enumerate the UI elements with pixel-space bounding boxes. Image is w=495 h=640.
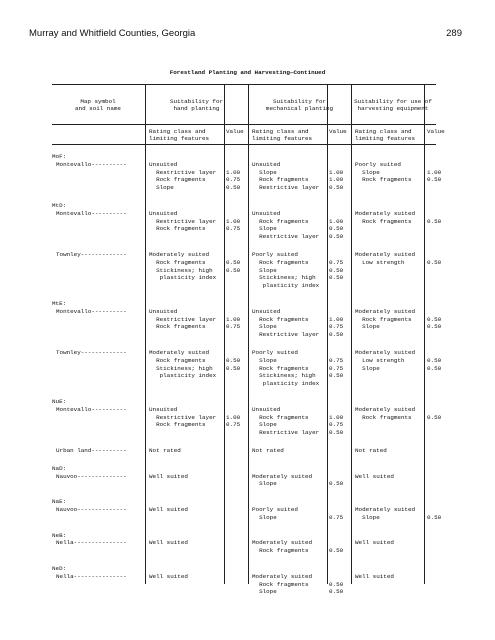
mech-rating: Restrictive layer (252, 233, 320, 241)
hand-value: 0.75 (226, 176, 241, 184)
header-hand-2: hand planting (173, 105, 220, 112)
harv-rating: Slope (355, 168, 380, 176)
hand-rating-header-2: limiting features (149, 135, 210, 142)
hand-value: 0.50 (226, 258, 241, 266)
harv-value: 0.50 (427, 217, 442, 225)
mech-rating: Slope (252, 513, 277, 521)
map-symbol: MoF: (52, 153, 67, 160)
mech-rating: Poorly suited (252, 349, 298, 356)
mech-rating: Slope (252, 356, 277, 364)
harv-rating: Slope (355, 323, 380, 331)
harv-value: 0.50 (427, 413, 442, 421)
mech-rating: Rock fragments (252, 413, 309, 421)
mech-rating: Unsuited (252, 307, 281, 315)
hand-rating-header-1: Rating class and (149, 128, 206, 135)
mech-value: 1.00 (329, 315, 344, 323)
soil-name: Nella--------------- (56, 539, 127, 547)
mech-rating: Rock fragments (252, 217, 309, 225)
page-header (29, 28, 462, 42)
forestland-table (52, 84, 445, 596)
soil-name: Urban land---------- (56, 447, 127, 454)
map-symbol: NeD: (52, 565, 67, 572)
soil-name: Nauvoo-------------- (56, 472, 127, 480)
header-mech-2: mechanical planting (265, 105, 334, 112)
soil-name: Nella--------------- (56, 572, 127, 580)
mech-value: 0.50 (329, 429, 344, 437)
harv-value: 0.50 (427, 176, 442, 184)
hand-rating: Rock fragments (149, 356, 206, 364)
mech-value: 0.50 (329, 372, 344, 380)
column-divider (327, 84, 328, 584)
mech-value: 1.00 (329, 217, 344, 225)
hand-rating: Rock fragments (149, 258, 206, 266)
mech-value: 0.75 (329, 323, 344, 331)
hand-rating: Well suited (149, 506, 188, 513)
mech-rating: plasticity index (252, 380, 320, 388)
hand-rating: Stickiness; high (149, 364, 213, 372)
harv-rating: Slope (355, 513, 380, 521)
soil-name: Nauvoo-------------- (56, 506, 127, 513)
header-harv-2: harvesting equipment (357, 105, 429, 112)
mech-value: 0.50 (329, 588, 344, 596)
column-divider (424, 84, 425, 584)
mech-value: 0.50 (329, 547, 344, 555)
mech-rating: Slope (252, 480, 277, 488)
hand-rating: Unsuited (149, 405, 178, 413)
mech-value: 0.75 (329, 421, 344, 429)
mech-rating: Poorly suited (252, 506, 298, 513)
mech-value: 1.00 (329, 413, 344, 421)
soil-name: Montevallo---------- (56, 209, 127, 217)
harv-rating: Moderately suited (355, 209, 416, 217)
map-symbol: NaD: (52, 464, 67, 472)
mech-rating: Moderately suited (252, 472, 313, 480)
harv-rating-header-1: Rating class and (355, 128, 412, 135)
map-symbol: NaE: (52, 498, 67, 506)
running-title: Murray and Whitfield Counties, Georgia (29, 28, 196, 39)
harv-rating: Moderately suited (355, 506, 416, 513)
hand-rating: Restrictive layer (149, 168, 217, 176)
harv-rating: Moderately suited (355, 349, 416, 356)
mech-rating: Slope (252, 588, 277, 596)
hand-value: 0.75 (226, 225, 241, 233)
mech-rating: Rock fragments (252, 580, 309, 588)
map-symbol: NuE: (52, 398, 67, 405)
harv-rating: Slope (355, 364, 380, 372)
hand-value: 0.75 (226, 421, 241, 429)
header-harv-1: Suitability for use of (354, 98, 432, 105)
harv-rating: Rock fragments (355, 217, 412, 225)
hand-value: 0.50 (226, 266, 241, 274)
mech-value: 0.50 (329, 266, 344, 274)
hand-rating: Moderately suited (149, 251, 210, 258)
mech-value: 0.50 (329, 225, 344, 233)
harv-rating: Rock fragments (355, 176, 412, 184)
hand-value: 1.00 (226, 315, 241, 323)
harv-rating: Moderately suited (355, 251, 416, 258)
mech-value: 0.75 (329, 513, 344, 521)
header-map-symbol: Map symbol (80, 98, 116, 105)
mech-rating: Slope (252, 168, 277, 176)
column-divider (224, 84, 225, 584)
mech-rating: Stickiness; high (252, 372, 316, 380)
harv-rating: Rock fragments (355, 413, 412, 421)
mech-value: 0.50 (329, 233, 344, 241)
harv-rating: Low strength (355, 258, 405, 266)
harv-rating: Well suited (355, 472, 394, 480)
hand-rating: Restrictive layer (149, 315, 217, 323)
hand-rating: plasticity index (149, 372, 217, 380)
page-number: 289 (446, 28, 462, 39)
table-title: Forestland Planting and Harvesting—Continued (169, 69, 326, 76)
mech-rating: Restrictive layer (252, 429, 320, 437)
mech-value: 0.50 (329, 580, 344, 588)
mech-rating: Moderately suited (252, 572, 313, 580)
harv-value: 0.50 (427, 315, 442, 323)
mech-value: 0.50 (329, 331, 344, 339)
harv-value: 0.50 (427, 513, 442, 521)
harv-rating-header-2: limiting features (355, 135, 416, 142)
mech-rating-header-1: Rating class and (252, 128, 309, 135)
mech-rating: Slope (252, 266, 277, 274)
harv-rating: Moderately suited (355, 307, 416, 315)
map-symbol: MtD: (52, 202, 67, 209)
soil-name: Montevallo---------- (56, 160, 127, 168)
column-divider (248, 84, 249, 584)
hand-rating: Restrictive layer (149, 413, 217, 421)
mech-value: 0.75 (329, 356, 344, 364)
mech-rating: Slope (252, 225, 277, 233)
hand-rating: Slope (149, 184, 174, 192)
header-soil-name: and soil name (75, 105, 121, 112)
column-divider (145, 84, 146, 584)
harv-value: 1.00 (427, 168, 442, 176)
mech-value: 1.00 (329, 176, 344, 184)
harv-value: 0.50 (427, 323, 442, 331)
soil-name: Townley------------- (56, 251, 127, 258)
mech-value: 0.50 (329, 184, 344, 192)
hand-rating: Restrictive layer (149, 217, 217, 225)
mech-rating: Slope (252, 323, 277, 331)
hand-rating: Moderately suited (149, 349, 210, 356)
hand-rating: Well suited (149, 572, 188, 580)
hand-rating: Well suited (149, 539, 188, 547)
mech-value: 0.75 (329, 258, 344, 266)
hand-rating: Stickiness; high (149, 266, 213, 274)
harv-rating: Well suited (355, 572, 394, 580)
hand-rating: Rock fragments (149, 323, 206, 331)
soil-name: Montevallo---------- (56, 307, 127, 315)
header-hand-1: Suitability for (169, 98, 224, 105)
hand-rating: Rock fragments (149, 421, 206, 429)
mech-value-header: Value (329, 128, 347, 135)
hand-rating: Well suited (149, 472, 188, 480)
hand-rating: Rock fragments (149, 176, 206, 184)
harv-rating: Poorly suited (355, 160, 401, 168)
mech-value: 1.00 (329, 168, 344, 176)
hand-value: 0.50 (226, 356, 241, 364)
mech-rating: Unsuited (252, 209, 281, 217)
hand-rating: Not rated (149, 447, 181, 454)
mech-rating: Rock fragments (252, 364, 309, 372)
hand-rating: plasticity index (149, 274, 217, 282)
column-divider (351, 84, 352, 584)
harv-rating: Not rated (355, 447, 387, 454)
harv-value: 0.50 (427, 364, 442, 372)
header-mech-1: Suitability for (272, 98, 327, 105)
harv-rating: Rock fragments (355, 315, 412, 323)
harv-value: 0.50 (427, 258, 442, 266)
header-rule (52, 124, 436, 125)
subheader-rule (52, 144, 436, 145)
table-top-rule (52, 84, 436, 85)
mech-rating: Slope (252, 421, 277, 429)
soil-name: Montevallo---------- (56, 405, 127, 413)
mech-rating-header-2: limiting features (252, 135, 313, 142)
mech-rating: Not rated (252, 447, 284, 454)
mech-value: 0.50 (329, 480, 344, 488)
map-symbol: MtE: (52, 300, 67, 307)
hand-value: 1.00 (226, 168, 241, 176)
soil-name: Townley------------- (56, 349, 127, 356)
hand-rating: Unsuited (149, 160, 178, 168)
mech-rating: Rock fragments (252, 315, 309, 323)
mech-value: 0.75 (329, 364, 344, 372)
harv-rating: Well suited (355, 539, 394, 547)
mech-value: 0.50 (329, 274, 344, 282)
mech-rating: plasticity index (252, 282, 320, 290)
hand-value: 1.00 (226, 217, 241, 225)
hand-value: 0.75 (226, 323, 241, 331)
hand-rating: Unsuited (149, 209, 178, 217)
mech-rating: Unsuited (252, 405, 281, 413)
map-symbol: NeB: (52, 531, 67, 539)
hand-value: 1.00 (226, 413, 241, 421)
mech-rating: Restrictive layer (252, 331, 320, 339)
mech-rating: Unsuited (252, 160, 281, 168)
hand-value: 0.50 (226, 364, 241, 372)
mech-rating: Rock fragments (252, 176, 309, 184)
harv-value-header: Value (427, 128, 445, 135)
hand-value: 0.50 (226, 184, 241, 192)
mech-rating: Poorly suited (252, 251, 298, 258)
hand-rating: Unsuited (149, 307, 178, 315)
harv-rating: Low strength (355, 356, 405, 364)
mech-rating: Restrictive layer (252, 184, 320, 192)
hand-value-header: Value (226, 128, 244, 135)
mech-rating: Rock fragments (252, 258, 309, 266)
harv-value: 0.50 (427, 356, 442, 364)
mech-rating: Rock fragments (252, 547, 309, 555)
mech-rating: Moderately suited (252, 539, 313, 547)
mech-rating: Stickiness; high (252, 274, 316, 282)
hand-rating: Rock fragments (149, 225, 206, 233)
harv-rating: Moderately suited (355, 405, 416, 413)
